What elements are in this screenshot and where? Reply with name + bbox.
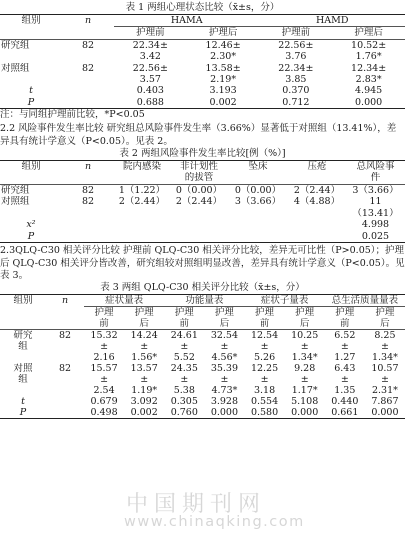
t3-header-pre: 护理	[174, 307, 194, 319]
t3-row-n: 82	[58, 330, 72, 342]
t3-cell: 32.54	[210, 330, 239, 342]
t1-cell: 22.56±	[278, 39, 314, 51]
section-2-3-paragraph: 2.3QLQ-C30 相关评分比较 护理前 QLQ-C30 相关评分比较，差异无可比性（P>0.05）；护理后 QLQ-C30 相关评分皆改善，研究组较对照组明显改善，差异具有统计学意义（P<0.05）。见表 3。	[0, 245, 405, 281]
t1-cell: 12.46±	[205, 39, 241, 51]
t1-cell: 12.34±	[351, 62, 387, 74]
t1-p-value: 0.688	[136, 96, 164, 108]
t3-header-post-line2: 后	[380, 318, 390, 330]
t1-cell: 2.83*	[355, 74, 382, 86]
t1-t-value: 3.193	[209, 85, 237, 97]
t3-cell: 6.43	[334, 363, 356, 375]
t3-cell: 1.19*	[131, 385, 158, 397]
t3-cell: ±	[180, 374, 189, 386]
t3-header-pre-line2: 前	[179, 318, 190, 330]
t2-header-pressure-sore: 压疮	[307, 160, 327, 172]
t3-cell: ±	[340, 374, 349, 386]
t3-cell: 1.35	[334, 385, 356, 397]
t3-row-group: 组	[18, 374, 28, 386]
t2-cell: 2（2.44）	[293, 184, 341, 196]
t3-cell: 1.56*	[131, 352, 158, 364]
t3-cell: 14.24	[130, 330, 158, 342]
t3-header-pre: 护理	[335, 307, 355, 319]
t3-cell: 3.18	[253, 385, 276, 397]
t3-cell: 2.54	[93, 385, 115, 397]
t1-cell: 3.42	[139, 51, 161, 63]
table3	[0, 294, 405, 419]
t3-p-label: P	[19, 407, 27, 419]
t2-header-fall: 坠床	[248, 160, 268, 172]
t1-header-n: n	[84, 15, 92, 26]
t3-cell: 1.17*	[291, 385, 318, 397]
t3-cell: ±	[340, 341, 349, 353]
t1-header-pre: 护理前	[136, 27, 165, 39]
t2-row-group: 研究组	[1, 184, 30, 196]
t3-row-n: 82	[58, 363, 72, 375]
t3-cell: 5.38	[173, 385, 195, 397]
t2-row-n: 82	[81, 184, 95, 196]
t1-header-group: 组别	[21, 15, 41, 26]
t1-p-label: P	[27, 96, 35, 108]
t1-p-value: 0.000	[355, 96, 383, 108]
t3-header-symptom: 症状量表	[84, 295, 164, 307]
t3-header-post-line2: 后	[139, 318, 149, 330]
t3-p-value: 0.661	[331, 407, 359, 419]
t3-cell: 12.54	[250, 330, 279, 342]
t2-header-group: 组别	[21, 160, 41, 172]
t3-header-post: 护理	[295, 307, 315, 319]
t3-header-symptom-sub: 症状子量表	[245, 295, 325, 307]
t3-cell: ±	[260, 374, 269, 386]
t3-cell: 5.26	[253, 352, 276, 364]
t3-row-group: 对照	[13, 363, 33, 375]
t2-cell: 1（1.22）	[118, 184, 166, 196]
t1-p-value: 0.002	[209, 96, 237, 108]
t3-header-n: n	[61, 295, 69, 307]
t2-cell: 11	[369, 196, 382, 208]
t3-p-value: 0.580	[250, 407, 279, 419]
t2-row-n: 82	[81, 196, 95, 208]
t1-cell: 3.76	[285, 51, 307, 63]
t2-row-group: 对照组	[1, 196, 30, 208]
t3-p-value: 0.002	[130, 407, 158, 419]
t2-chi-label: x²	[26, 219, 36, 231]
table2	[0, 160, 405, 244]
t3-header-function: 功能量表	[164, 295, 244, 307]
t2-cell: 0（0.00）	[234, 184, 282, 196]
watermark-url: www.chinaqking.com	[124, 514, 305, 530]
t2-cell: 2（2.44）	[118, 196, 166, 208]
t2-header-n: n	[84, 160, 92, 172]
t3-cell: 1.34*	[291, 352, 318, 364]
section-2-2-paragraph: 2.2 风险事件发生率比较 研究组总风险事件发生率（3.66%）显著低于对照组（13.41%），差异具有统计学意义（P<0.05）。见表 2。	[0, 123, 397, 147]
t2-p-value: 0.025	[361, 230, 390, 242]
t3-header-pre-line2: 前	[99, 318, 109, 330]
t3-header-post-line2: 后	[219, 318, 230, 330]
t3-cell: ±	[180, 341, 189, 353]
t1-t-value: 0.370	[282, 85, 310, 97]
t3-cell: ±	[220, 341, 229, 353]
t3-t-value: 0.554	[250, 396, 279, 408]
t1-header-post: 护理后	[354, 27, 383, 39]
t1-cell: 22.56±	[132, 62, 168, 74]
t2-header-extubation-line2: 的拔管	[184, 172, 214, 184]
t2-cell: 3（3.66）	[234, 196, 282, 208]
t2-cell: （13.41）	[352, 207, 399, 219]
t2-cell: 2（2.44）	[175, 196, 223, 208]
t3-p-value: 0.000	[371, 407, 399, 419]
t3-cell: 9.28	[294, 363, 316, 375]
t3-cell: 35.39	[210, 363, 239, 375]
t1-cell: 3.85	[285, 74, 307, 86]
t3-cell: 8.25	[374, 330, 396, 342]
t3-t-value: 0.679	[90, 396, 118, 408]
t1-cell: 3.57	[139, 74, 161, 86]
t1-row-n: 82	[81, 39, 95, 51]
t3-cell: 2.31*	[371, 385, 398, 397]
t2-cell: 4（4.88）	[293, 196, 341, 208]
t3-t-value: 7.867	[371, 396, 399, 408]
t1-row-n: 82	[81, 62, 95, 74]
t3-cell: ±	[300, 341, 309, 353]
t1-cell: 2.30*	[210, 51, 237, 63]
t1-p-value: 0.712	[282, 96, 310, 108]
t3-cell: ±	[140, 374, 149, 386]
t3-cell: 12.25	[250, 363, 279, 375]
t3-cell: 15.32	[90, 330, 118, 342]
t3-cell: ±	[100, 341, 109, 353]
t3-cell: 2.16	[93, 352, 115, 364]
t3-header-quality: 总生活质量量表	[325, 295, 405, 307]
t3-cell: ±	[300, 374, 309, 386]
t1-header-hamd: HAMD	[260, 15, 405, 27]
t3-cell: 24.61	[170, 330, 198, 342]
t3-p-value: 0.498	[90, 407, 118, 419]
t3-t-label: t	[21, 396, 25, 408]
table1-note: 注：与同组护理前比较，*P<0.05	[0, 109, 145, 121]
t2-header-extubation: 非计划性	[179, 160, 218, 172]
t2-cell: 3（3.66）	[352, 184, 399, 196]
table2-caption: 表 2 两组风险事件发生率比较[例（%）]	[119, 147, 286, 159]
t1-cell: 22.34±	[132, 39, 168, 51]
t1-t-value: 0.403	[136, 85, 164, 97]
t3-header-post-line2: 后	[299, 318, 310, 330]
t1-cell: 1.76*	[355, 51, 382, 63]
t2-header-infection: 院内感染	[122, 160, 161, 172]
t3-header-post: 护理	[214, 307, 234, 319]
t1-row-group: 研究组	[1, 39, 30, 51]
t3-cell: ±	[220, 374, 229, 386]
t3-p-value: 0.000	[291, 407, 319, 419]
t1-header-pre: 护理前	[281, 27, 311, 39]
t3-cell: ±	[100, 374, 109, 386]
t3-cell: 1.27	[334, 352, 356, 364]
t3-cell: 24.35	[170, 363, 198, 375]
table1	[0, 14, 405, 109]
t3-header-group: 组别	[13, 295, 33, 307]
t3-t-value: 3.092	[130, 396, 158, 408]
t3-cell: ±	[260, 341, 269, 353]
t3-t-value: 5.108	[291, 396, 319, 408]
watermark-cn: 中国期刊网	[126, 492, 267, 517]
t3-t-value: 0.440	[331, 396, 359, 408]
t1-row-group: 对照组	[1, 62, 30, 74]
t1-cell: 2.19*	[210, 74, 237, 86]
t3-cell: 4.56*	[211, 352, 238, 364]
t1-cell: 10.52±	[351, 39, 387, 51]
t1-cell: 13.58±	[205, 62, 241, 74]
t1-header-post: 护理后	[208, 27, 238, 39]
t3-cell: ±	[380, 341, 389, 353]
t3-cell: 4.73*	[211, 385, 238, 397]
t3-cell: 6.52	[334, 330, 356, 342]
t3-cell: 15.57	[90, 363, 118, 375]
t1-t-value: 4.945	[355, 85, 383, 97]
t3-header-pre: 护理	[94, 307, 114, 319]
table3-caption: 表 3 两组 QLQ-C30 相关评分比较（x̄±s，分）	[100, 282, 305, 294]
t3-t-value: 0.305	[170, 396, 198, 408]
t3-p-value: 0.000	[210, 407, 239, 419]
t2-header-total-line2: 件	[370, 172, 381, 184]
t3-header-pre-line2: 前	[340, 318, 350, 330]
t3-cell: 5.52	[173, 352, 195, 364]
t3-cell: ±	[140, 341, 149, 353]
t3-cell: 1.34*	[371, 352, 398, 364]
t3-t-value: 3.928	[210, 396, 239, 408]
t3-p-value: 0.760	[170, 407, 198, 419]
t2-chi-value: 4.998	[361, 219, 390, 231]
t3-row-group: 组	[18, 341, 28, 353]
t2-p-label: P	[27, 230, 35, 242]
table1-caption: 表 1 两组心理状态比较（x̄±s，分）	[125, 2, 280, 13]
t3-cell: 13.57	[130, 363, 158, 375]
t1-t-label: t	[29, 85, 33, 97]
t2-header-total: 总风险事	[356, 160, 395, 172]
t3-cell: ±	[380, 374, 389, 386]
t3-row-group: 研究	[13, 330, 33, 342]
t3-header-post: 护理	[375, 307, 395, 319]
t3-header-pre-line2: 前	[259, 318, 270, 330]
t3-cell: 10.25	[291, 330, 319, 342]
t3-cell: 10.57	[371, 363, 399, 375]
t3-header-post: 护理	[134, 307, 154, 319]
t1-cell: 22.34±	[278, 62, 314, 74]
t1-header-hama: HAMA	[114, 15, 260, 27]
t2-cell: 0（0.00）	[175, 184, 223, 196]
t3-header-pre: 护理	[255, 307, 275, 319]
